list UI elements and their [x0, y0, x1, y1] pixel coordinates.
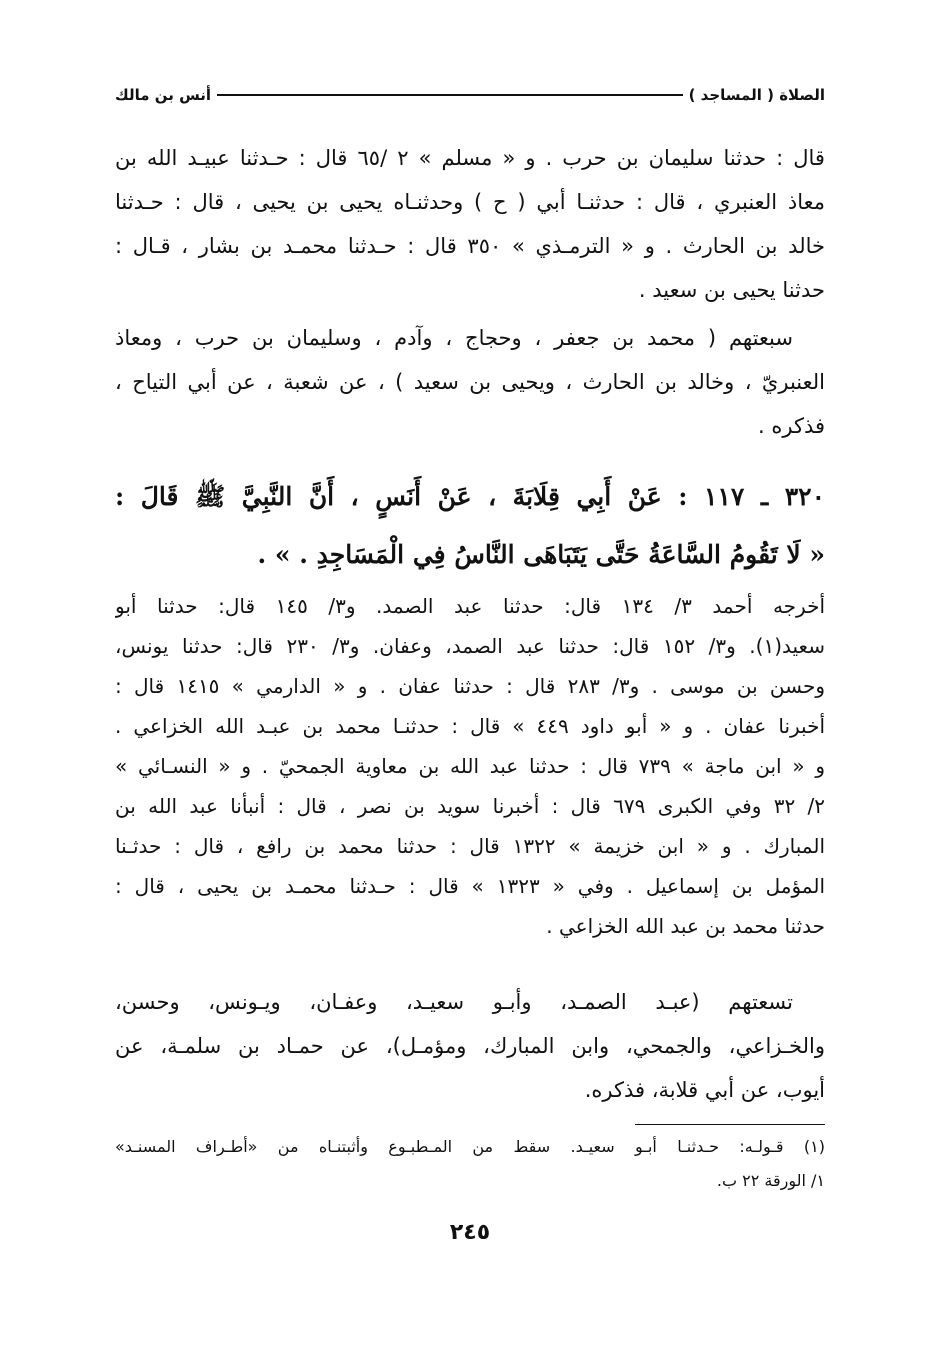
text-line: أخرجه أحمد ٣/ ١٣٤ قال: حدثنا عبد الصمد. و٣/ ١٤٥ قال: حدثنا أبو — [115, 594, 825, 618]
text-line: حدثنا محمد بن عبد الله الخزاعي . — [546, 914, 825, 938]
text-line: خالد بن الحارث . و « الترمـذي » ٣٥٠ قال : حـدثنا محمـد بن بشار ، قـال : — [115, 234, 825, 258]
text-line: سعيد(١). و٣/ ١٥٢ قال: حدثنا عبد الصمد، وعفان. و٣/ ٢٣٠ قال: حدثنا يونس، — [115, 634, 825, 658]
text-line: حدثنا يحيى بن سعيد . — [638, 278, 825, 302]
hadith-text — [115, 468, 825, 584]
text-line: العنبريّ ، وخالد بن الحارث ، ويحيى بن سعيد ) ، عن شعبة ، عن أبي التياح ، — [115, 370, 825, 394]
chapter-title: الصلاة ( المساجد ) — [688, 86, 825, 104]
text-line: فذكره . — [758, 414, 825, 438]
text-line: سبعتهم ( محمد بن جعفر ، وحجاج ، وآدم ، وسليمان بن حرب ، ومعاذ — [115, 326, 793, 350]
footnote-rule — [635, 1124, 825, 1125]
header-rule — [217, 94, 683, 96]
page-number: ٢٤٥ — [449, 1220, 491, 1245]
text-line: المؤمل بن إسماعيل . وفي « ١٣٢٣ » قال : حـدثنا محمـد بن يحيى ، قال : — [115, 874, 825, 898]
text-line: قال : حدثنا سليمان بن حرب . و « مسلم » ٢ /٦٥ قال : حـدثنا عبيـد الله بن — [115, 146, 825, 170]
takhrij-paragraph — [115, 586, 825, 946]
text-line: ٢/ ٣٢ وفي الكبرى ٦٧٩ قال : أخبرنا سويد بن نصر ، قال : أنبأنا عبد الله بن — [115, 794, 825, 818]
narrators-summary-2 — [115, 980, 825, 1112]
text-line: وحسن بن موسى . و٣/ ٢٨٣ قال : حدثنا عفان . و « الدارمي » ١٤١٥ قال : — [115, 674, 825, 698]
footnote-line: (١) قـولـه: حـدثنـا أبـو سعيـد. سقط من المـطبـوع وأثبتنـاه من «أطـراف المسنـد» — [115, 1137, 825, 1156]
footnote — [115, 1130, 825, 1198]
text-line: معاذ العنبري ، قال : حدثنـا أبي ( ح ) وحدثنـاه يحيى بن يحيى ، قال : حـدثنا — [115, 190, 825, 214]
text-line: تسعتهم (عبـد الصمـد، وأبـو سعيـد، وعفـان، ويـونس، وحسن، — [115, 990, 793, 1014]
book-title: أنس بن مالك — [115, 86, 212, 104]
footnote-line: ١/ الورقة ٢٢ ب. — [716, 1171, 825, 1190]
text-line: المبارك . و « ابن خزيمة » ١٣٢٢ قال : حدثنا محمد بن رافع ، قال : حدثـنا — [115, 834, 825, 858]
hadith-line: ٣٢٠ ـ ١١٧ : عَنْ أَبِي قِلَابَةَ ، عَنْ أَنَسٍ ، أَنَّ النَّبِيَّ ﷺ قَالَ : — [115, 482, 825, 511]
text-line: أخبرنا عفان . و « أبو داود ٤٤٩ » قال : حدثنـا محمد بن عبـد الله الخزاعي . — [115, 714, 825, 738]
narrators-summary-1 — [115, 316, 825, 448]
text-line: أيوب، عن أبي قلابة، فذكره. — [584, 1078, 825, 1102]
running-header — [115, 70, 825, 104]
intro-paragraph — [115, 136, 825, 312]
hadith-line: « لَا تَقُومُ السَّاعَةُ حَتَّى يَتَبَاهَى النَّاسُ فِي الْمَسَاجِدِ . » . — [257, 540, 825, 569]
text-line: والخـزاعي، والجمحي، وابن المبارك، ومؤمـل)، عن حمـاد بن سلمـة، عن — [115, 1034, 825, 1058]
book-page — [115, 70, 825, 1310]
text-line: و « ابن ماجة » ٧٣٩ قال : حدثنا عبد الله بن معاوية الجمحيّ . و « النسـائي » — [115, 754, 825, 778]
